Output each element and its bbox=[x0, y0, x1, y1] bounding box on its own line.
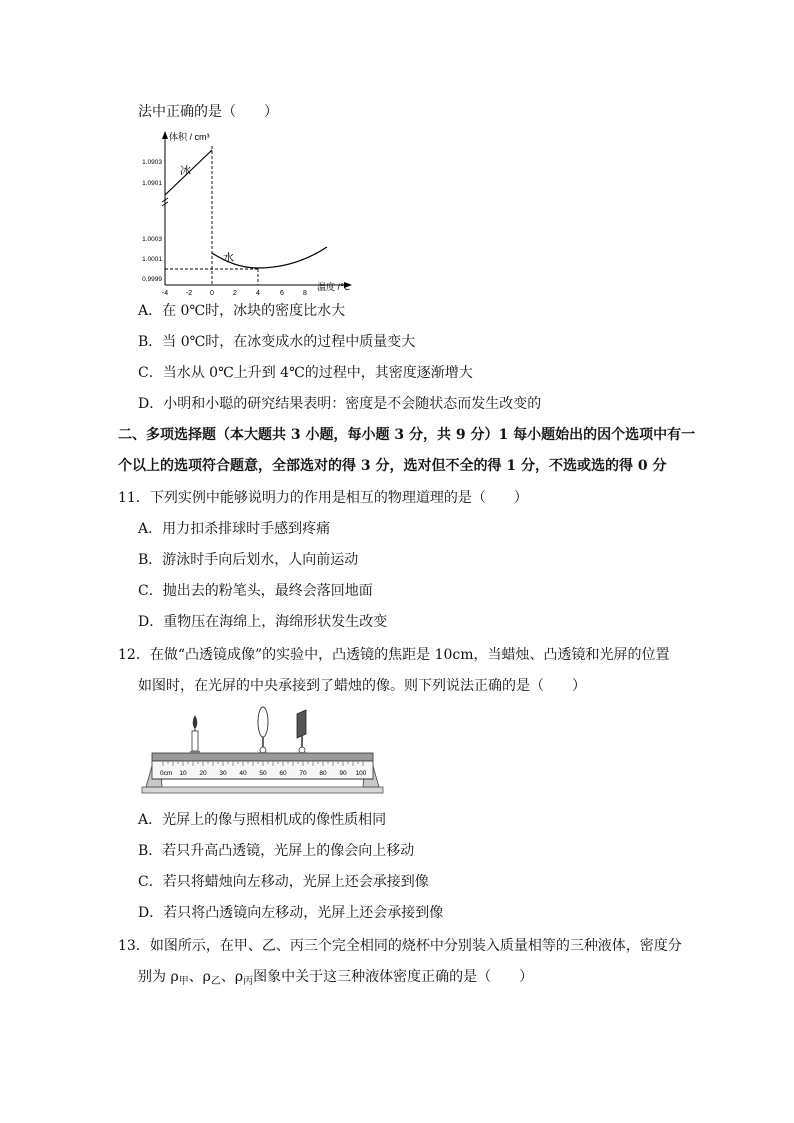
light-screen-icon bbox=[297, 710, 306, 754]
bench-mark: 50 bbox=[259, 770, 267, 777]
q12-stem-line2: 如图时，在光屏的中央承接到了蜡烛的像。则下列说法正确的是（ ） bbox=[138, 678, 586, 694]
bench-mark: 80 bbox=[319, 770, 327, 777]
bench-mark: 10 bbox=[179, 770, 187, 777]
bench-unit-label: 0cm bbox=[160, 770, 173, 777]
q10-option-a: A．在 0℃时，冰块的密度比水大 bbox=[138, 303, 346, 319]
x-axis-label: 温度 /℃ bbox=[317, 282, 351, 292]
water-label: 水 bbox=[223, 252, 234, 264]
q10-option-d: D．小明和小聪的研究结果表明：密度是不会随状态而发生改变的 bbox=[138, 396, 542, 412]
ice-label: 冰 bbox=[180, 165, 191, 177]
q12-option-d: D．若只将凸透镜向左移动，光屏上还会承接到像 bbox=[138, 905, 444, 921]
q12-stem-line1: 12．在做“凸透镜成像”的实验中，凸透镜的焦距是 10cm，当蜡烛、凸透镜和光屏的位置 bbox=[118, 647, 670, 663]
q11-option-b: B．游泳时手向后划水，人向前运动 bbox=[138, 552, 359, 568]
x-tick: 6 bbox=[280, 290, 284, 297]
bench-mark: 20 bbox=[199, 770, 207, 777]
bench-mark: 30 bbox=[219, 770, 227, 777]
section2-title-line2: 个以上的选项符合题意，全部选对的得 3 分，选对但不全的得 1 分，不选或选的得 0 分 bbox=[118, 458, 667, 474]
volume-temperature-graph bbox=[135, 128, 355, 298]
convex-lens-icon bbox=[258, 707, 268, 754]
y-tick: 1.0001 bbox=[142, 256, 162, 263]
x-tick: 4 bbox=[256, 290, 260, 297]
x-tick: -2 bbox=[185, 290, 193, 297]
x-tick: 2 bbox=[233, 290, 237, 297]
candle-icon bbox=[190, 715, 200, 754]
section2-title-line1: 二、多项选择题（本大题共 3 小题，每小题 3 分，共 9 分）1 每小题始出的因个选项中有一 bbox=[118, 427, 696, 443]
q11-option-d: D．重物压在海绵上，海绵形状发生改变 bbox=[138, 614, 388, 630]
bench-mark: 60 bbox=[279, 770, 287, 777]
bench-mark: 90 bbox=[339, 770, 347, 777]
y-tick: 1.0901 bbox=[142, 180, 162, 187]
q11-option-c: C．抛出去的粉笔头，最终会落回地面 bbox=[138, 583, 373, 599]
q13-suffix: 图象中关于这三种液体密度正确的是（ ） bbox=[253, 969, 534, 985]
q10-option-b: B．当 0℃时，在冰变成水的过程中质量变大 bbox=[138, 334, 416, 350]
q12-option-b: B．若只升高凸透镜，光屏上的像会向上移动 bbox=[138, 843, 415, 859]
q13-stem-line2 bbox=[138, 968, 533, 991]
q13-sub-yi: 乙 bbox=[210, 976, 221, 987]
y-tick: 1.0903 bbox=[142, 159, 162, 166]
q13-sub-bing: 丙 bbox=[243, 976, 254, 987]
bench-mark: 40 bbox=[239, 770, 247, 777]
x-tick: -4 bbox=[161, 290, 169, 297]
q10-option-c: C．当水从 0℃上升到 4℃的过程中，其密度逐渐增大 bbox=[138, 365, 473, 381]
y-tick: 1.0003 bbox=[142, 236, 162, 243]
bench-mark: 100 bbox=[355, 770, 367, 777]
q10-stem-tail: 法中正确的是（ ） bbox=[138, 104, 278, 120]
q12-option-c: C．若只将蜡烛向左移动，光屏上还会承接到像 bbox=[138, 874, 429, 890]
optical-bench-figure bbox=[140, 704, 385, 796]
y-tick: 0.9999 bbox=[142, 276, 162, 283]
y-axis-label: 体积 / cm³ bbox=[169, 132, 210, 142]
q13-stem-line1: 13．如图所示，在甲、乙、丙三个完全相同的烧杯中分别装入质量相等的三种液体，密度分 bbox=[118, 938, 682, 954]
q13-sep1: 、ρ bbox=[188, 969, 211, 985]
q13-sub-jia: 甲 bbox=[178, 976, 189, 987]
q13-prefix: 别为 ρ bbox=[138, 969, 179, 985]
q12-option-a: A．光屏上的像与照相机成的像性质相同 bbox=[138, 812, 387, 828]
q11-stem: 11．下列实例中能够说明力的作用是相互的物理道理的是（ ） bbox=[118, 490, 528, 506]
q11-option-a: A．用力扣杀排球时手感到疼痛 bbox=[138, 521, 331, 537]
bench-mark: 70 bbox=[299, 770, 307, 777]
q13-sep2: 、ρ bbox=[220, 969, 244, 985]
x-tick: 8 bbox=[303, 290, 307, 297]
x-tick: 0 bbox=[210, 290, 214, 297]
